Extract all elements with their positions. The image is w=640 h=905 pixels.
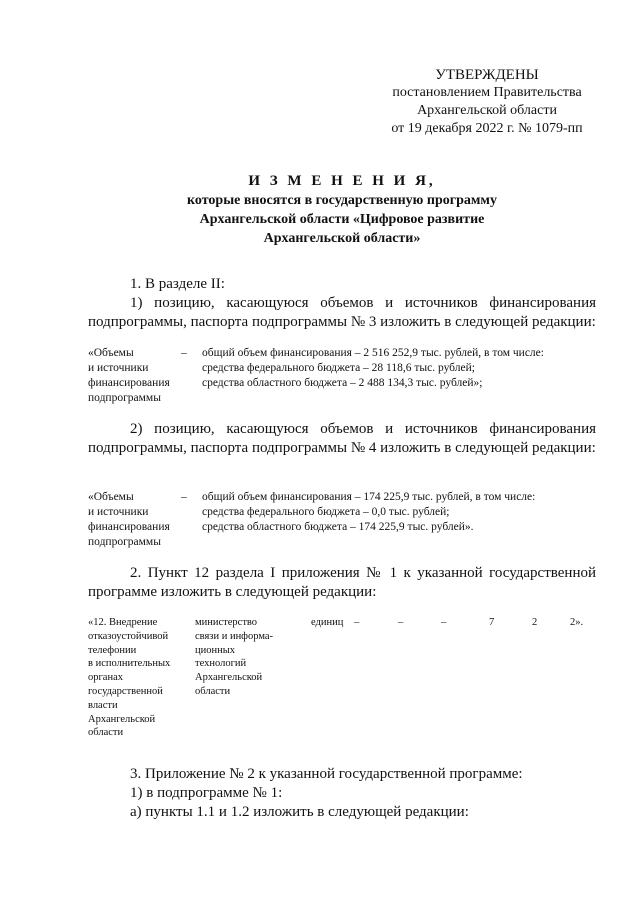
section-1-item-2: 2) позицию, касающуюся объемов и источников финансирования подпрограммы, паспорта подпрограммы № 4 изложить в следующей редакции: <box>88 421 596 456</box>
funding-label-2: «Объемы и источники финансирования подпрограммы <box>88 491 170 548</box>
approved-line-1: постановлением Правительства <box>392 85 582 100</box>
title-line-3: Архангельской области» <box>263 231 421 246</box>
funding-values-1: общий объем финансирования – 2 516 252,9 тыс. рублей, в том числе: средства федерального бюджета – 28 118,6 тыс. рублей; средства областного бюджета – 2 488 134,3 тыс. рублей»; <box>202 347 544 389</box>
title-spaced: И З М Е Н Е Н И Я, <box>248 173 436 189</box>
section-1-heading: 1. В разделе II: <box>130 276 225 292</box>
section-1-item-1: 1) позицию, касающуюся объемов и источников финансирования подпрограммы, паспорта подпрограммы № 3 изложить в следующей редакции: <box>88 295 596 330</box>
row12-value-1: – <box>354 617 360 628</box>
section-3-heading: 3. Приложение № 2 к указанной государственной программе: <box>130 766 523 782</box>
section-3-item-a: а) пункты 1.1 и 1.2 изложить в следующей редакции: <box>130 804 469 820</box>
section-2-text: 2. Пункт 12 раздела I приложения № 1 к указанной государственной программе изложить в следующей редакции: <box>88 565 596 600</box>
funding-values-2: общий объем финансирования – 174 225,9 тыс. рублей, в том числе: средства федерального бюджета – 0,0 тыс. рублей; средства областного бюджета – 174 225,9 тыс. рублей». <box>202 491 536 533</box>
row12-value-3: – <box>441 617 447 628</box>
row12-value-2: – <box>398 617 404 628</box>
title-line-1: которые вносятся в государственную программу <box>187 193 497 208</box>
row12-ministry: министерство связи и информа- ционных технологий Архангельской области <box>195 617 274 697</box>
section-3-item-1: 1) в подпрограмме № 1: <box>130 785 283 801</box>
document-title <box>90 172 594 248</box>
funding-dash-1: – <box>181 347 187 359</box>
row12-value-5: 2 <box>532 617 538 628</box>
approved-heading: УТВЕРЖДЕНЫ <box>435 67 539 83</box>
approved-line-3: от 19 декабря 2022 г. № 1079-пп <box>391 121 583 136</box>
title-line-2: Архангельской области «Цифровое развитие <box>199 212 485 227</box>
row12-unit: единиц <box>311 617 344 628</box>
funding-dash-2: – <box>181 491 187 503</box>
funding-label-1: «Объемы и источники финансирования подпрограммы <box>88 347 170 404</box>
row12-value-6: 2». <box>570 617 584 628</box>
row12-value-4: 7 <box>489 617 495 628</box>
approval-stamp <box>380 66 594 138</box>
row12-name: «12. Внедрение отказоустойчивой телефонии в исполнительных органах государственной власти Архангельской области <box>88 617 171 739</box>
approved-line-2: Архангельской области <box>417 103 557 118</box>
